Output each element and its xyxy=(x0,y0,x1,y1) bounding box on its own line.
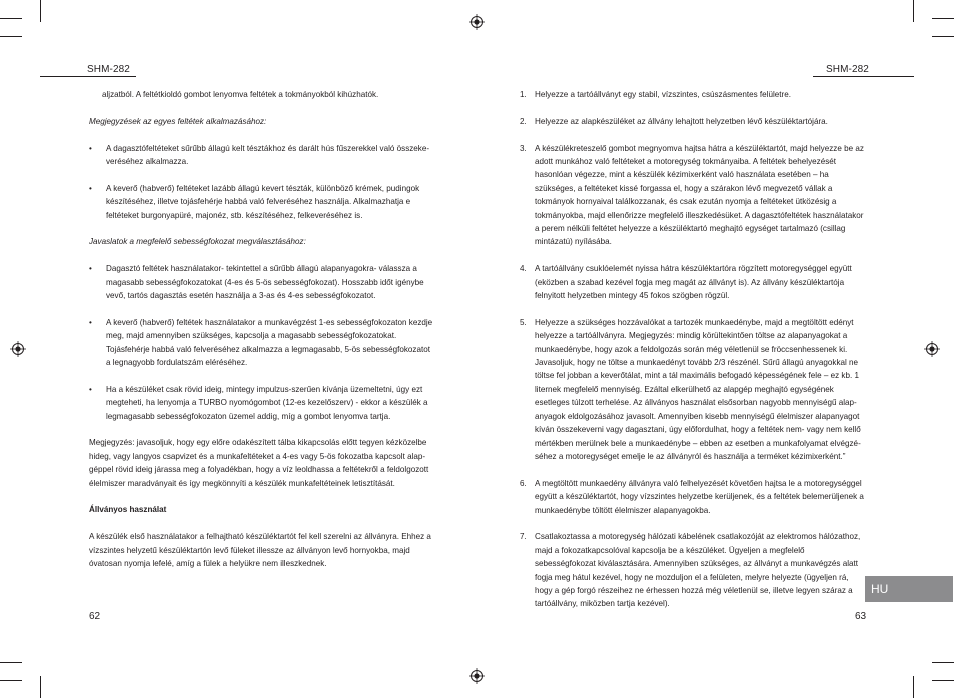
bullet-text: Ha a készüléket csak rövid ideig, mintegy impulzus-szerűen kívánja üzemeltetni, úgy ezt megteheti, ha lenyomja a TURBO nyomógombot (12-es kezelőszerv) - ekkor a készülék a legmagasabb sebességfokozaton üzemel addig, míg a gombot lenyomva tartja. xyxy=(106,384,428,421)
paragraph-spacer xyxy=(89,423,435,436)
numbered-step xyxy=(520,530,866,610)
paragraph-spacer xyxy=(520,101,866,114)
bullet-icon: • xyxy=(89,384,92,394)
page-header-model: SHM-282 xyxy=(87,64,130,75)
step-text: A tartóállvány csuklóelemét nyissa hátra készüléktartóra rögzített motoregységgel együtt (eközben a szabad kezével fogja meg magát az állványt is). Az állvány készüléktartója felnyitott helyzetben mintegy 45 fokos szögben rögzül. xyxy=(535,264,852,301)
paragraph-spacer xyxy=(89,249,435,262)
bullet-icon: • xyxy=(89,143,92,153)
paragraph-spacer xyxy=(89,101,435,114)
step-number: 6. xyxy=(520,478,527,488)
bullet-item xyxy=(89,316,435,370)
step-text: Csatlakoztassa a motoregység hálózati kábelének csatlakozóját az elektromos hálózathoz, majd a fokozatkapcsolóval kapcsolja be a készüléket. Ügyeljen a megfelelő sebességfokozat kiválasztására. Amennyiben szükséges, az állványt a munkavégzés alatt fogja meg hátul kezével, hogy ne mozduljon el a felületen, melyre helyezte (ügyeljen rá, hogy a gép forgó részeihez ne érhessen hozzá még véletlenül se, illetve legyen száraz a tartóállvány, miközben tartja kezével). xyxy=(535,532,861,609)
subheading: Javaslatok a megfelelő sebességfokozat megválasztásához: xyxy=(89,237,306,247)
numbered-step xyxy=(520,115,866,128)
paragraph-spacer xyxy=(520,517,866,530)
step-number: 3. xyxy=(520,143,527,153)
paragraph-spacer xyxy=(89,222,435,235)
step-number: 7. xyxy=(520,532,527,542)
right-page-body xyxy=(520,88,866,611)
paragraph-spacer xyxy=(89,128,435,141)
paragraph-spacer xyxy=(520,463,866,476)
bullet-icon: • xyxy=(89,317,92,327)
bullet-text: A keverő (habverő) feltétek használatakor a munkavégzést 1-es sebességfokozaton kezdje meg, majd amennyiben szükséges, kapcsolja a magasabb sebességfokozatokat. Tojásfehérje habbá való felveréséhez alkalmazza a legmagasabb, 5-ös sebességfokozatot a legnagyobb fordulatszám eléréséhez. xyxy=(106,317,433,368)
numbered-step xyxy=(520,262,866,302)
step-number: 4. xyxy=(520,264,527,274)
bullet-item xyxy=(89,383,435,423)
bullet-item xyxy=(89,262,435,302)
bullet-text: A dagasztófeltéteket sűrűbb állagú kelt tésztákhoz és darált hús fűszerekkel való összekeveréséhez alkalmazza. xyxy=(106,143,430,166)
numbered-step xyxy=(520,316,866,463)
step-text: Helyezze az alapkészüléket az állvány lehajtott helyzetben lévő készüléktartójára. xyxy=(535,116,828,126)
step-number: 2. xyxy=(520,116,527,126)
page-number: 63 xyxy=(855,611,867,622)
numbered-step xyxy=(520,477,866,517)
step-text: Helyezze a tartóállványt egy stabil, vízszintes, csúszásmentes felületre. xyxy=(535,90,791,99)
paragraph-spacer xyxy=(89,302,435,315)
step-number: 5. xyxy=(520,317,527,327)
paragraph-spacer xyxy=(520,128,866,141)
bullet-item xyxy=(89,182,435,222)
paragraph-spacer xyxy=(89,490,435,503)
paragraph-spacer xyxy=(89,517,435,530)
header-rule xyxy=(40,76,136,77)
paragraph-spacer xyxy=(89,369,435,382)
paragraph: Megjegyzés: javasoljuk, hogy egy előre odakészített tálba kikapcsolás előtt tegyen kézközelbe hideg, vagy langyos csapvizet és a munkafeltéteket a 4-es vagy 5-ös fokozatba kapcsolt alapgéppel rövid ideig járassa meg a folyadékban, hogy a víz leoldhassa a feltétekről a feldolgozott élelmiszer maradványait és így megkönnyíti a készülék munkafeltéteinek letisztítását. xyxy=(89,438,429,488)
step-text: Helyezze a szükséges hozzávalókat a tartozék munkaedénybe, majd a megtöltött edényt helyezze a tartóállványra. Megjegyzés: mindig körültekintően töltse az alapanyagokat a munkaedénybe, hogy azok a feldolgozás során még véletlenül se fröccsenhessenek ki. Javasoljuk, hogy ne töltse a munkaedényt tovább 2/3 részénél. Sűrű állagú anyagokkal ne töltse fel jobban a keverőtálat, mint a tál maximális befogadó képességének fele – ez kb. 1 liternek megfelelő mennyiség. Ezáltal elkerülhető az alapgép meghajtó egységének esetleges túlzott terhelése. Az állványos használat elsősorban nagyobb mennyiségű alapanyagok eldolgozásához javasolt. Amennyiben kisebb mennyiségű élelmiszer alapanyagot kíván összekeverni vagy dagasztani, úgy előfordulhat, hogy a feltétek nem- vagy nem kellő mértékben merülnek bele a munkaedénybe – ebben az esetben a munkafolyamat elvégzéséhez a motoregységet emelje le az állványról és használja a terméket kézimixerként.” xyxy=(535,317,861,461)
numbered-step xyxy=(520,142,866,249)
step-text: A készülékreteszelő gombot megnyomva hajtsa hátra a készüléktartót, majd helyezze be az adott munkához való feltéteket a motoregység tokmányaiba. A feltétek behelyezését hasonlóan végezze, mint a készülék kézimixerként való használata esetében – ha szükséges, a feltéteket kissé forgassa el, hogy a szárakon lévő megvezető vállak a tokmányok hornyaival találkozzanak, és csak ezután nyomja a feltéteket ütközésig a tokmányokba, majd ellenőrizze megfelelő illeszkedésüket. A dagasztófeltétek használatakor a perem nélküli feltétet helyezze a készüléktartó meghajtó egységet tartalmazó (csillag mintázatú) nyílásába. xyxy=(535,143,864,247)
paragraph-spacer xyxy=(520,249,866,262)
paragraph: A készülék első használatakor a felhajtható készüléktartót fel kell szerelni az állványra. Ehhez a vízszintes helyzetű készüléktartón levő füleket illessze az állványon levő hornyokba, majd óvatosan nyomja lefelé, amíg a fülek a helyükre nem illeszkednek. xyxy=(89,532,431,569)
bullet-icon: • xyxy=(89,264,92,274)
paragraph-spacer xyxy=(89,168,435,181)
paragraph-spacer xyxy=(520,302,866,315)
left-page-body xyxy=(89,88,435,570)
bullet-text: Dagasztó feltétek használatakor- tekintettel a sűrűbb állagú alapanyagokra- válassza a magasabb sebességfokozatokat (4-es és 5-ös sebességfokozat). Hosszabb időt igénybe vevő, tartós dagasztás esetén használja a 3-as és 4-es sebességfokozatot. xyxy=(106,264,424,301)
header-rule xyxy=(813,76,914,77)
section-heading: Állványos használat xyxy=(89,505,167,515)
page-number: 62 xyxy=(89,611,101,622)
step-number: 1. xyxy=(520,90,527,99)
numbered-step xyxy=(520,88,866,101)
paragraph: aljzatból. A feltétkioldó gombot lenyomva feltétek a tokmányokból kihúzhatók. xyxy=(102,90,379,99)
step-text: A megtöltött munkaedény állványra való felhelyezését követően hajtsa le a motoregységgel együtt a készüléktartót, hogy vízszintes helyzetbe kerüljenek, és a feltétek belemerüljenek a munkaedénybe töltött élelmiszer alapanyagokba. xyxy=(535,478,864,515)
page-header-model: SHM-282 xyxy=(826,64,869,75)
language-tab: HU xyxy=(865,576,953,602)
bullet-icon: • xyxy=(89,183,92,193)
bullet-text: A keverő (habverő) feltéteket lazább állagú kevert tészták, különböző krémek, pudingok készítéséhez, illetve tojásfehérje habbá való felveréséhez használja. Alkalmazhatja e feltéteket burgonyapüré, majonéz, stb. készítéséhez, felkeveréséhez is. xyxy=(106,183,420,220)
bullet-item xyxy=(89,142,435,169)
subheading: Megjegyzések az egyes feltétek alkalmazásához: xyxy=(89,116,267,126)
